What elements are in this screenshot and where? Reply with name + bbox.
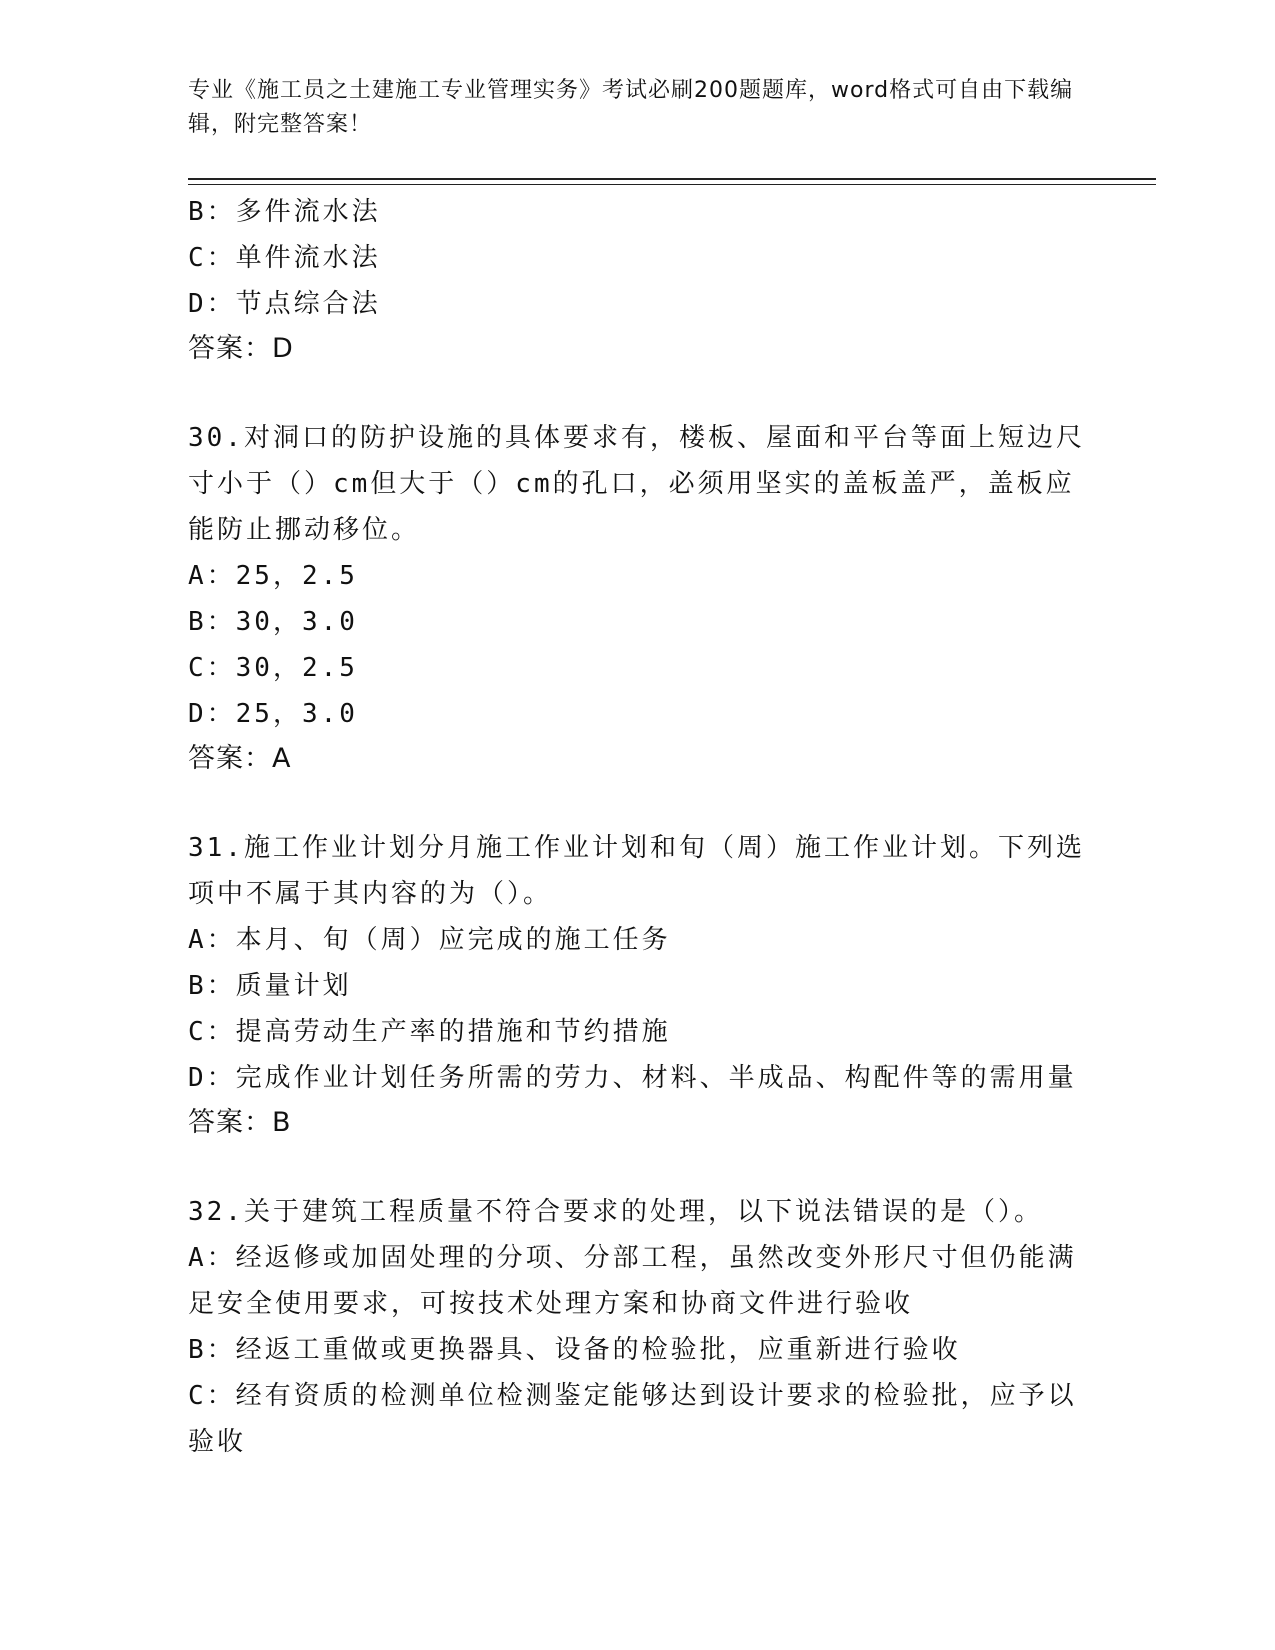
- option-c: C：30，2.5: [188, 653, 358, 683]
- option-a: A：25，2.5: [188, 561, 358, 591]
- question-32: [188, 1189, 1088, 1465]
- answer: 答案：A: [188, 743, 292, 774]
- question-text: 32.关于建筑工程质量不符合要求的处理，以下说法错误的是（）。: [188, 1197, 1043, 1227]
- question-30: [188, 415, 1088, 781]
- question-text: 31.施工作业计划分月施工作业计划和旬（周）施工作业计划。下列选项中不属于其内容的为（）。: [188, 833, 1085, 909]
- option-b: B：多件流水法: [188, 197, 381, 227]
- header-rule-thin: [188, 184, 1156, 185]
- question-29-tail: [188, 189, 1088, 371]
- option-b: B：30，3.0: [188, 607, 358, 637]
- option-c: C：单件流水法: [188, 243, 381, 273]
- option-b: B：质量计划: [188, 971, 352, 1001]
- option-c: C：经有资质的检测单位检测鉴定能够达到设计要求的检验批，应予以验收: [188, 1381, 1077, 1457]
- question-31: [188, 825, 1088, 1145]
- option-d: D：完成作业计划任务所需的劳力、材料、半成品、构配件等的需用量: [188, 1063, 1077, 1093]
- document-body: [188, 189, 1088, 1465]
- option-d: D：25，3.0: [188, 699, 358, 729]
- option-a: A：本月、旬（周）应完成的施工任务: [188, 925, 671, 955]
- option-c: C：提高劳动生产率的措施和节约措施: [188, 1017, 671, 1047]
- document-header: 专业《施工员之土建施工专业管理实务》考试必刷200题题库，word格式可自由下载编辑，附完整答案！: [188, 78, 1074, 137]
- answer: 答案：B: [188, 1107, 292, 1138]
- option-d: D：节点综合法: [188, 289, 381, 319]
- header-rule-thick: [188, 178, 1156, 180]
- answer: 答案：D: [188, 333, 294, 364]
- option-a: A：经返修或加固处理的分项、分部工程，虽然改变外形尺寸但仍能满足安全使用要求，可按技术处理方案和协商文件进行验收: [188, 1243, 1077, 1319]
- question-text: 30.对洞口的防护设施的具体要求有，楼板、屋面和平台等面上短边尺寸小于（）cm但大于（）cm的孔口，必须用坚实的盖板盖严，盖板应能防止挪动移位。: [188, 423, 1085, 545]
- option-b: B：经返工重做或更换器具、设备的检验批，应重新进行验收: [188, 1335, 961, 1365]
